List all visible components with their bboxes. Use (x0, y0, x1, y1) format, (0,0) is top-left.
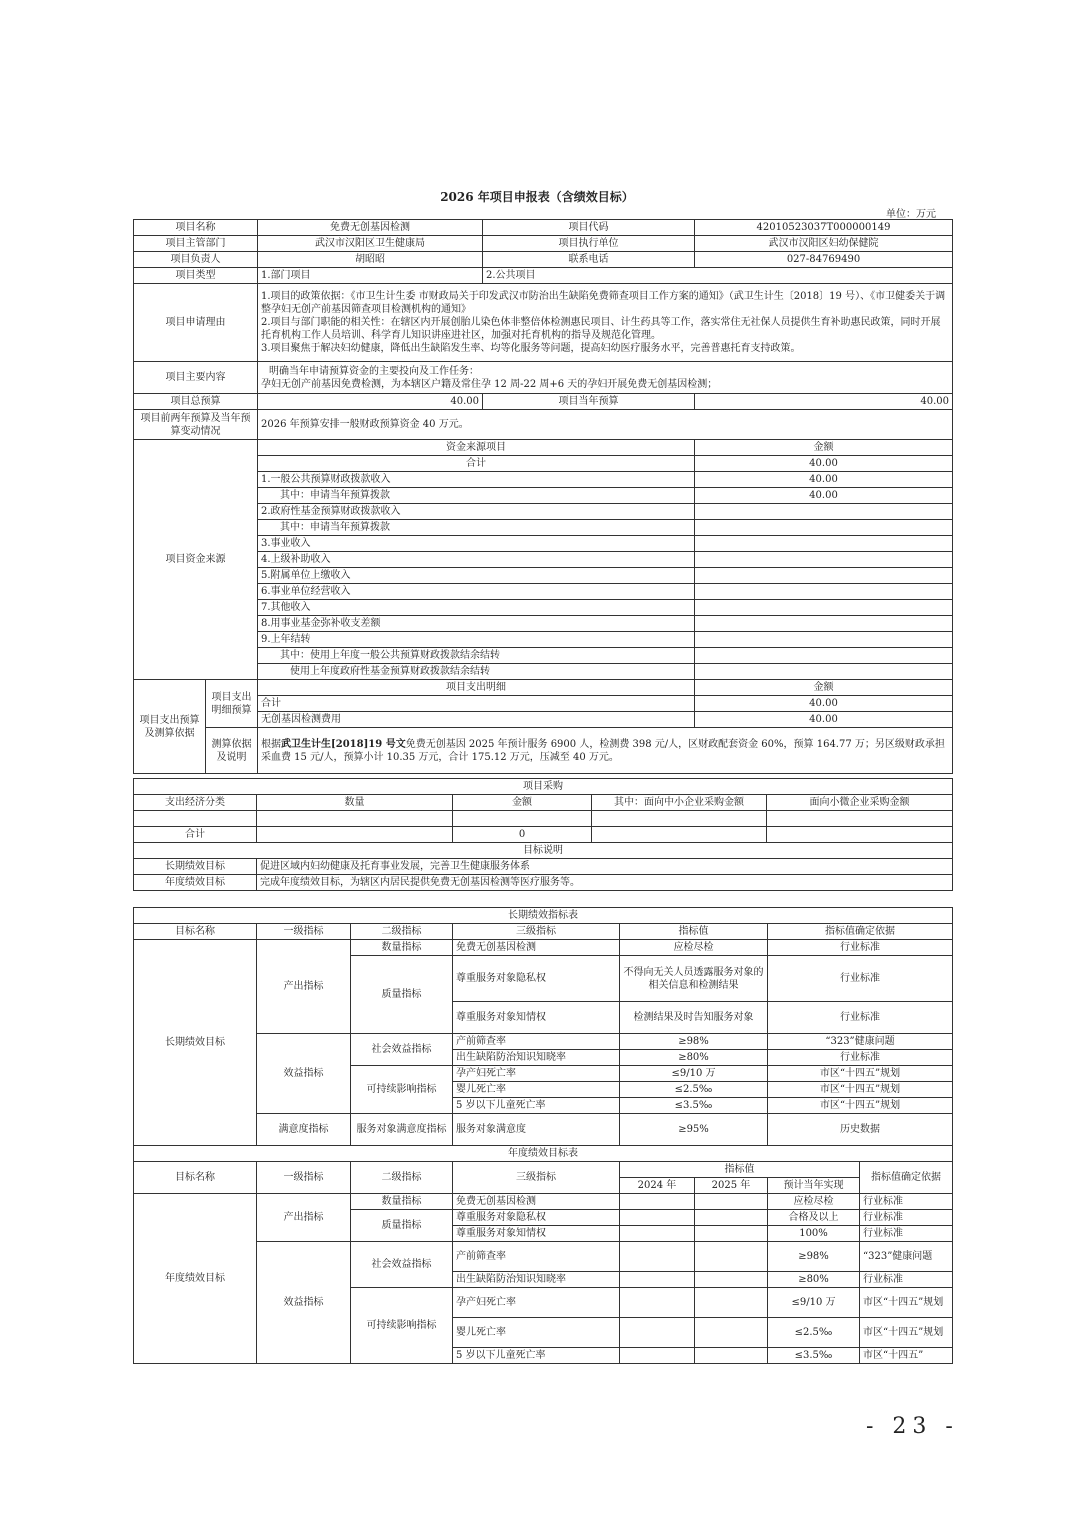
long-value: ≤3.5‰ (620, 1098, 768, 1114)
annual-l3: 5 岁以下儿童死亡率 (453, 1348, 620, 1364)
annual-y2024 (620, 1242, 695, 1272)
year-budget: 40.00 (695, 394, 953, 410)
funding-amount (695, 664, 953, 680)
long-l3: 服务对象满意度 (453, 1114, 620, 1146)
annual-y2025 (695, 1348, 768, 1364)
expense-amount: 40.00 (695, 696, 953, 712)
long-col: 三级指标 (453, 924, 620, 940)
procurement-table (133, 778, 953, 891)
expense-amount: 40.00 (695, 712, 953, 728)
dept-label: 项目主管部门 (134, 236, 258, 252)
long-value: ≥98% (620, 1034, 768, 1050)
annual-col: 一级指标 (257, 1162, 351, 1194)
annual-y2025 (695, 1194, 768, 1210)
annual-l2: 社会效益指标 (351, 1242, 453, 1288)
annual-l3: 婴儿死亡率 (453, 1318, 620, 1348)
expense-col-amount: 金额 (695, 680, 953, 696)
type-1: 1.部门项目 (258, 268, 483, 284)
annual-y2025 (695, 1318, 768, 1348)
annual-basis: 行业标准 (860, 1194, 953, 1210)
annual-table-header: 年度绩效目标表 (134, 1146, 953, 1162)
funding-item: 5.附属单位上缴收入 (258, 568, 695, 584)
long-l3: 婴儿死亡率 (453, 1082, 620, 1098)
long-l2: 质量指标 (351, 956, 453, 1034)
expense-item: 合计 (258, 696, 695, 712)
annual-indicator-table (133, 1145, 953, 1364)
annual-basis: 行业标准 (860, 1272, 953, 1288)
funding-amount (695, 536, 953, 552)
procurement-header: 项目采购 (134, 779, 953, 795)
year-budget-label: 项目当年预算 (483, 394, 695, 410)
annual-expected: ≤2.5‰ (768, 1318, 860, 1348)
funding-item: 使用上年度政府性基金预算财政拨款结余结转 (258, 664, 695, 680)
proc-total-label: 合计 (134, 827, 257, 843)
type-2: 2.公共项目 (483, 268, 953, 284)
funding-item: 7.其他收入 (258, 600, 695, 616)
annual-y2024 (620, 1226, 695, 1242)
annual-goal-text: 完成年度绩效目标，为辖区内居民提供免费无创基因检测等医疗服务等。 (257, 875, 953, 891)
long-l2: 服务对象满意度指标 (351, 1114, 453, 1146)
proc-col: 其中：面向中小企业采购金额 (592, 795, 767, 811)
annual-goal-name: 年度绩效目标 (134, 1194, 257, 1364)
annual-goal-label: 年度绩效目标 (134, 875, 257, 891)
funding-item: 合计 (258, 456, 695, 472)
long-value: 不得向无关人员透露服务对象的相关信息和检测结果 (620, 956, 768, 1002)
long-value: ≥95% (620, 1114, 768, 1146)
funding-amount (695, 504, 953, 520)
long-l3: 5 岁以下儿童死亡率 (453, 1098, 620, 1114)
annual-y2024 (620, 1288, 695, 1318)
long-col: 指标值 (620, 924, 768, 940)
annual-l3: 出生缺陷防治知识知晓率 (453, 1272, 620, 1288)
long-l1-satisfaction: 满意度指标 (257, 1114, 351, 1146)
annual-y2025 (695, 1288, 768, 1318)
long-col: 一级指标 (257, 924, 351, 940)
project-name: 免费无创基因检测 (258, 220, 483, 236)
annual-y2024 (620, 1318, 695, 1348)
page-number: - 23 - (866, 1414, 959, 1439)
long-basis: 行业标准 (768, 1050, 953, 1066)
annual-l2: 可持续影响指标 (351, 1288, 453, 1364)
long-basis: 历史数据 (768, 1114, 953, 1146)
annual-basis: 行业标准 (860, 1210, 953, 1226)
content-1: 明确当年申请预算资金的主要投向及工作任务： (269, 365, 479, 377)
basis-text: 根据武卫生计生[2018]19 号文免费无创基因 2025 年预计服务 6900 人，检测费 398 元/人，区财政配套资金 60%，预算 164.77 万；另区级财政承担采血费 15 元/人，预算小计 10.35 万元，合计 175.12 万元，压减至 40 万元。 (258, 728, 953, 774)
total-budget-label: 项目总预算 (134, 394, 258, 410)
long-l3: 孕产妇死亡率 (453, 1066, 620, 1082)
long-l2: 社会效益指标 (351, 1034, 453, 1066)
long-goal-name: 长期绩效目标 (134, 940, 257, 1146)
annual-y2024 (620, 1272, 695, 1288)
phone: 027-84769490 (695, 252, 953, 268)
annual-y2024 (620, 1348, 695, 1364)
owner-label: 项目负责人 (134, 252, 258, 268)
annual-y2025 (695, 1242, 768, 1272)
annual-l3: 尊重服务对象知情权 (453, 1226, 620, 1242)
annual-basis: “323”健康问题 (860, 1242, 953, 1272)
annual-expected: ≤3.5‰ (768, 1348, 860, 1364)
annual-l1-output: 产出指标 (257, 1194, 351, 1242)
annual-l3: 尊重服务对象隐私权 (453, 1210, 620, 1226)
funding-item: 9.上年结转 (258, 632, 695, 648)
annual-basis: 行业标准 (860, 1226, 953, 1242)
funding-amount (695, 632, 953, 648)
funding-amount: 40.00 (695, 488, 953, 504)
annual-expected: ≤9/10 万 (768, 1288, 860, 1318)
funding-amount (695, 520, 953, 536)
funding-amount: 40.00 (695, 456, 953, 472)
reason-1: 1.项目的政策依据：《市卫生计生委 市财政局关于印发武汉市防治出生缺陷免费筛查项目工作方案的通知》（武卫生计生〔2018〕19 号）、《市卫健委关于调整孕妇无创产前基因筛查项目检测机构的通知》 (261, 291, 946, 315)
long-value: ≤2.5‰ (620, 1082, 768, 1098)
funding-amount (695, 648, 953, 664)
proc-col: 数量 (257, 795, 453, 811)
project-name-label: 项目名称 (134, 220, 258, 236)
funding-item: 4.上级补助收入 (258, 552, 695, 568)
annual-l2: 质量指标 (351, 1210, 453, 1242)
funding-item: 1.一般公共预算财政拨款收入 (258, 472, 695, 488)
content-label: 项目主要内容 (134, 362, 258, 394)
long-col: 目标名称 (134, 924, 257, 940)
long-basis: 市区“十四五”规划 (768, 1082, 953, 1098)
funding-amount (695, 568, 953, 584)
long-value: 检测结果及时告知服务对象 (620, 1002, 768, 1034)
long-l1-output: 产出指标 (257, 940, 351, 1034)
long-basis: 市区“十四五”规划 (768, 1066, 953, 1082)
long-l2: 数量指标 (351, 940, 453, 956)
unit-label: 单位：万元 (886, 209, 936, 220)
annual-basis: 市区“十四五”规划 (860, 1318, 953, 1348)
funding-amount (695, 552, 953, 568)
funding-amount (695, 584, 953, 600)
funding-col-item: 资金来源项目 (258, 440, 695, 456)
long-l3: 产前筛查率 (453, 1034, 620, 1050)
annual-l3: 产前筛查率 (453, 1242, 620, 1272)
exec: 武汉市汉阳区妇幼保健院 (695, 236, 953, 252)
owner: 胡昭昭 (258, 252, 483, 268)
funding-col-amount: 金额 (695, 440, 953, 456)
expense-detail-label: 项目支出明细预算 (206, 680, 258, 728)
annual-l1-effect: 效益指标 (257, 1242, 351, 1364)
type-label: 项目类型 (134, 268, 258, 284)
long-l3: 尊重服务对象隐私权 (453, 956, 620, 1002)
annual-expected: ≥98% (768, 1242, 860, 1272)
proc-total-amount: 0 (453, 827, 592, 843)
annual-basis: 市区“十四五”规划 (860, 1288, 953, 1318)
funding-amount (695, 616, 953, 632)
change-text: 2026 年预算安排一般财政预算资金 40 万元。 (258, 410, 953, 440)
long-l2: 可持续影响指标 (351, 1066, 453, 1114)
funding-amount: 40.00 (695, 472, 953, 488)
expense-col-item: 项目支出明细 (258, 680, 695, 696)
funding-item: 其中：申请当年预算拨款 (258, 520, 695, 536)
long-value: ≥80% (620, 1050, 768, 1066)
total-budget: 40.00 (258, 394, 483, 410)
annual-col: 三级指标 (453, 1162, 620, 1194)
annual-y2025 (695, 1226, 768, 1242)
annual-subcol: 2025 年 (695, 1178, 768, 1194)
project-code: 42010523037T000000149 (695, 220, 953, 236)
annual-y2024 (620, 1194, 695, 1210)
proc-col: 面向小微企业采购金额 (767, 795, 953, 811)
funding-item: 其中：使用上年度一般公共预算财政拨款结余结转 (258, 648, 695, 664)
page-title: 2026 年项目申报表（含绩效目标） (440, 190, 634, 204)
change-label: 项目前两年预算及当年预算变动情况 (134, 410, 258, 440)
annual-col: 二级指标 (351, 1162, 453, 1194)
annual-expected: ≥80% (768, 1272, 860, 1288)
annual-y2025 (695, 1210, 768, 1226)
annual-col: 指标值确定依据 (860, 1162, 953, 1194)
long-goal-label: 长期绩效目标 (134, 859, 257, 875)
annual-l2: 数量指标 (351, 1194, 453, 1210)
long-col: 指标值确定依据 (768, 924, 953, 940)
dept: 武汉市汉阳区卫生健康局 (258, 236, 483, 252)
phone-label: 联系电话 (483, 252, 695, 268)
annual-y2024 (620, 1210, 695, 1226)
long-basis: “323”健康问题 (768, 1034, 953, 1050)
long-value: 应检尽检 (620, 940, 768, 956)
long-indicator-table (133, 907, 953, 1146)
long-l1-effect: 效益指标 (257, 1034, 351, 1114)
annual-col: 指标值 (620, 1162, 860, 1178)
annual-y2025 (695, 1272, 768, 1288)
basis-label: 测算依据及说明 (206, 728, 258, 774)
annual-l3: 孕产妇死亡率 (453, 1288, 620, 1318)
reason-3: 3.项目聚焦于解决妇幼健康，降低出生缺陷发生率、均等化服务等问题，提高妇幼医疗服务水平，完善普惠托育支持政策。 (261, 343, 801, 354)
annual-expected: 100% (768, 1226, 860, 1242)
long-table-header: 长期绩效指标表 (134, 908, 953, 924)
reason-label: 项目申请理由 (134, 284, 258, 362)
project-code-label: 项目代码 (483, 220, 695, 236)
long-l3: 尊重服务对象知情权 (453, 1002, 620, 1034)
funding-item: 8.用事业基金弥补收支差额 (258, 616, 695, 632)
long-col: 二级指标 (351, 924, 453, 940)
long-value: ≤9/10 万 (620, 1066, 768, 1082)
long-basis: 行业标准 (768, 1002, 953, 1034)
annual-col: 目标名称 (134, 1162, 257, 1194)
funding-item: 2.政府性基金预算财政拨款收入 (258, 504, 695, 520)
expense-item: 无创基因检测费用 (258, 712, 695, 728)
annual-subcol: 预计当年实现 (768, 1178, 860, 1194)
proc-col: 支出经济分类 (134, 795, 257, 811)
project-info-table (133, 219, 953, 774)
funding-label: 项目资金来源 (134, 440, 258, 680)
annual-expected: 合格及以上 (768, 1210, 860, 1226)
long-goal-text: 促进区域内妇幼健康及托育事业发展，完善卫生健康服务体系 (257, 859, 953, 875)
proc-col: 金额 (453, 795, 592, 811)
annual-subcol: 2024 年 (620, 1178, 695, 1194)
goals-header: 目标说明 (134, 843, 953, 859)
annual-basis: 市区“十四五” (860, 1348, 953, 1364)
annual-expected: 应检尽检 (768, 1194, 860, 1210)
long-basis: 行业标准 (768, 956, 953, 1002)
long-basis: 行业标准 (768, 940, 953, 956)
content-2: 孕妇无创产前基因免费检测，为本辖区户籍及常住孕 12 周-22 周+6 天的孕妇开展免费无创基因检测； (261, 378, 718, 390)
long-l3: 免费无创基因检测 (453, 940, 620, 956)
annual-l3: 免费无创基因检测 (453, 1194, 620, 1210)
long-l3: 出生缺陷防治知识知晓率 (453, 1050, 620, 1066)
exec-label: 项目执行单位 (483, 236, 695, 252)
reason-2: 2.项目与部门职能的相关性：在辖区内开展创胎儿染色体非整倍体检测惠民项目、计生药具等工作，落实常住无社保人员提供生育补助惠民政策，同时开展托育机构工作人员培训、科学育儿知识讲座进社区，加强对托育机构的指导及规范化管理。 (261, 317, 941, 341)
expense-label: 项目支出预算及测算依据 (134, 680, 206, 774)
funding-amount (695, 600, 953, 616)
funding-item: 3.事业收入 (258, 536, 695, 552)
funding-item: 6.事业单位经营收入 (258, 584, 695, 600)
long-basis: 市区“十四五”规划 (768, 1098, 953, 1114)
funding-item: 其中：申请当年预算拨款 (258, 488, 695, 504)
